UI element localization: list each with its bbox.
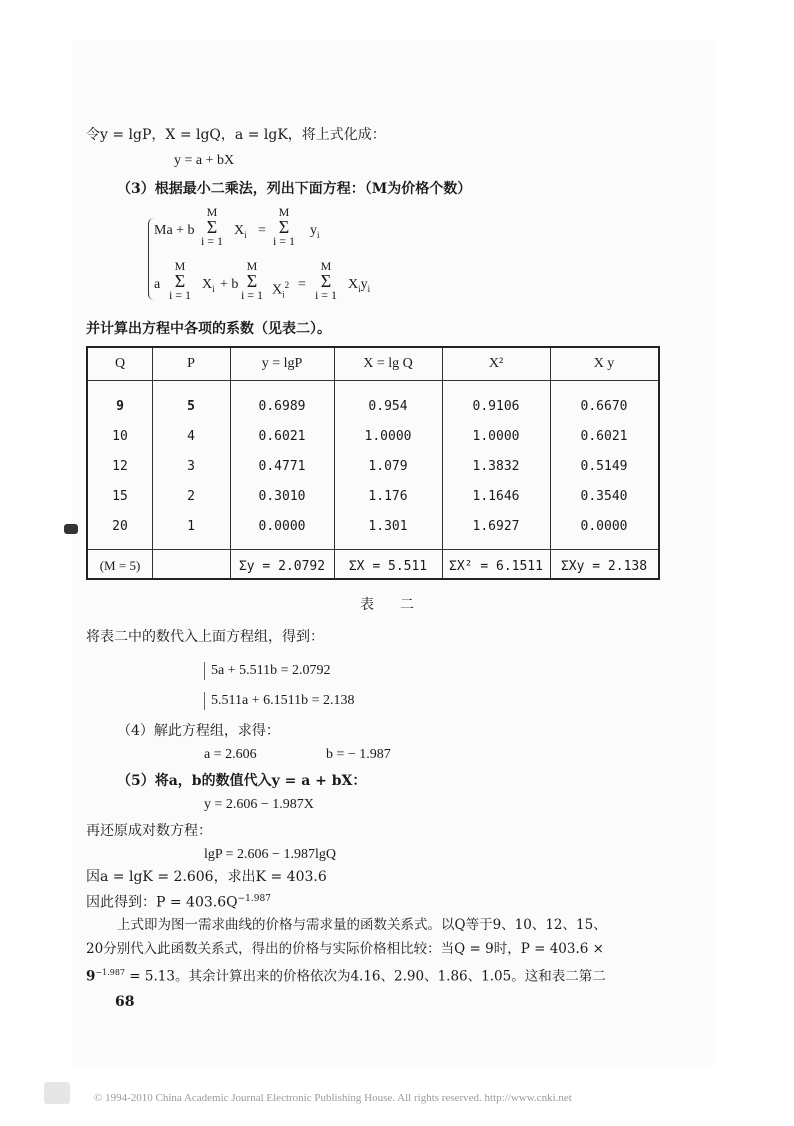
cell-x2: 0.9106 [472,398,520,414]
cell-x: 1.079 [368,458,408,474]
table-row [88,392,658,420]
eq2-equals: = [298,277,306,292]
eq2-lead: a [154,277,161,292]
table-row [88,512,658,540]
paragraph-line-1: 上式即为图一需求曲线的价格与需求量的函数关系式。以Q等于9、10、12、15、 [117,917,607,933]
eq1-y: $y_i$ [310,223,320,240]
step-4-text: （4）解此方程组，求得： [117,723,280,739]
final-equation-line: 因此得到：$P = 403.6Q^{-1.987}$ [86,894,271,911]
table-row [88,452,658,480]
paragraph-line-3: $9^{-1.987} = 5.13$。其余计算出来的价格依次为4.16、2.90、1.86、1.05。这和表二第二 [86,968,606,985]
header-cell: X² [488,356,504,371]
table-sum-row [88,552,658,580]
page-number: 68 [115,994,135,1010]
header-cell: X y [593,356,615,371]
cnki-logo-icon [44,1082,70,1104]
coefficient-table [86,346,660,580]
table-row [88,482,658,510]
cell-x: 0.954 [368,398,408,414]
sum-symbol: M Σ i = 1 [240,259,264,302]
footer-divider [88,549,658,550]
sum-symbol: M Σ i = 1 [168,259,192,302]
cell-p: 3 [187,458,195,474]
cell-xy: 0.6670 [580,398,628,414]
cell-y: 0.0000 [258,518,306,534]
equation-a: 5a + 5.511b = 2.0792 [204,662,331,680]
solution-a: a = 2.606 [204,747,257,762]
table-intro: 并计算出方程中各项的系数（见表二）。 [86,321,331,337]
ink-blot [64,524,78,534]
step-5-text: （5）将a，b的数值代入y = a + bX： [117,773,367,789]
cell-p: 5 [187,398,195,414]
cell-x: 1.0000 [364,428,412,444]
sum-cell-xy: ΣXy = 2.138 [560,558,648,574]
cell-p: 2 [187,488,195,504]
cell-p: 4 [187,428,195,444]
cell-xy: 0.3540 [580,488,628,504]
sum-cell-x2: ΣX² = 6.1511 [449,558,543,574]
fitted-equation: y = 2.606 − 1.987X [204,797,314,812]
normal-equations [148,206,408,306]
cell-x2: 1.6927 [472,518,520,534]
cell-q: 15 [112,488,128,504]
step-3-text: （3）根据最小二乘法，列出下面方程：（M为价格个数） [117,181,472,197]
header-cell: Q [114,356,126,371]
eq1-lead: Ma + b [154,223,195,238]
eq1-equals: = [258,223,266,238]
eq1-x: $X_i$ [234,223,247,240]
cell-y: 0.6021 [258,428,306,444]
cell-xy: 0.0000 [580,518,628,534]
substitute-line: 将表二中的数代入上面方程组，得到： [86,629,324,645]
cell-q: 10 [112,428,128,444]
copyright-footer: © 1994-2010 China Academic Journal Electronic Publishing House. All rights reserved. http://www.cnki.net [94,1092,572,1104]
eq2-x: $X_i$ [202,277,215,294]
table-caption: 表二 [360,597,440,613]
cell-x2: 1.0000 [472,428,520,444]
header-divider [88,380,658,381]
cell-q: 20 [112,518,128,534]
sum-cell-m: (M = 5) [99,558,141,573]
eq2-plus-b: + b [220,277,239,292]
cell-y: 0.6989 [258,398,306,414]
cell-x2: 1.1646 [472,488,520,504]
equation-b: 5.511a + 6.1511b = 2.138 [204,692,354,710]
cell-y: 0.3010 [258,488,306,504]
sum-symbol: M Σ i = 1 [314,259,338,302]
header-cell: X = lg Q [363,356,413,371]
solution-b: b = − 1.987 [326,747,391,762]
cell-q: 9 [116,398,124,414]
log-equation: lgP = 2.606 − 1.987lgQ [204,847,336,862]
eq2-xy: $X_iy_i$ [348,277,371,294]
table-row [88,422,658,450]
cell-x2: 1.3832 [472,458,520,474]
intro-line: 令y = lgP，X = lgQ，a = lgK，将上式化成： [86,127,386,143]
cell-y: 0.4771 [258,458,306,474]
header-cell: P [187,356,195,371]
cell-x: 1.301 [368,518,408,534]
header-cell: y = lgP [261,356,303,371]
eq2-x-squared: $X_i^2$ [272,280,290,300]
table-header-row [88,350,658,378]
sum-symbol: M Σ i = 1 [272,205,296,248]
sum-cell-y: Σy = 2.0792 [238,558,326,574]
cell-xy: 0.6021 [580,428,628,444]
restore-line: 再还原成对数方程： [86,823,212,839]
linear-equation: y = a + bX [174,153,235,168]
cell-p: 1 [187,518,195,534]
cell-q: 12 [112,458,128,474]
cell-xy: 0.5149 [580,458,628,474]
sum-cell-empty [152,552,230,580]
sum-cell-x: ΣX = 5.511 [348,558,428,574]
cell-x: 1.176 [368,488,408,504]
sum-symbol: M Σ i = 1 [200,205,224,248]
k-value-line: 因a = lgK = 2.606，求出K = 403.6 [86,869,327,885]
paragraph-line-2: 20分别代入此函数关系式，得出的价格与实际价格相比较：当Q = 9时，P = 403.6 × [86,941,604,957]
